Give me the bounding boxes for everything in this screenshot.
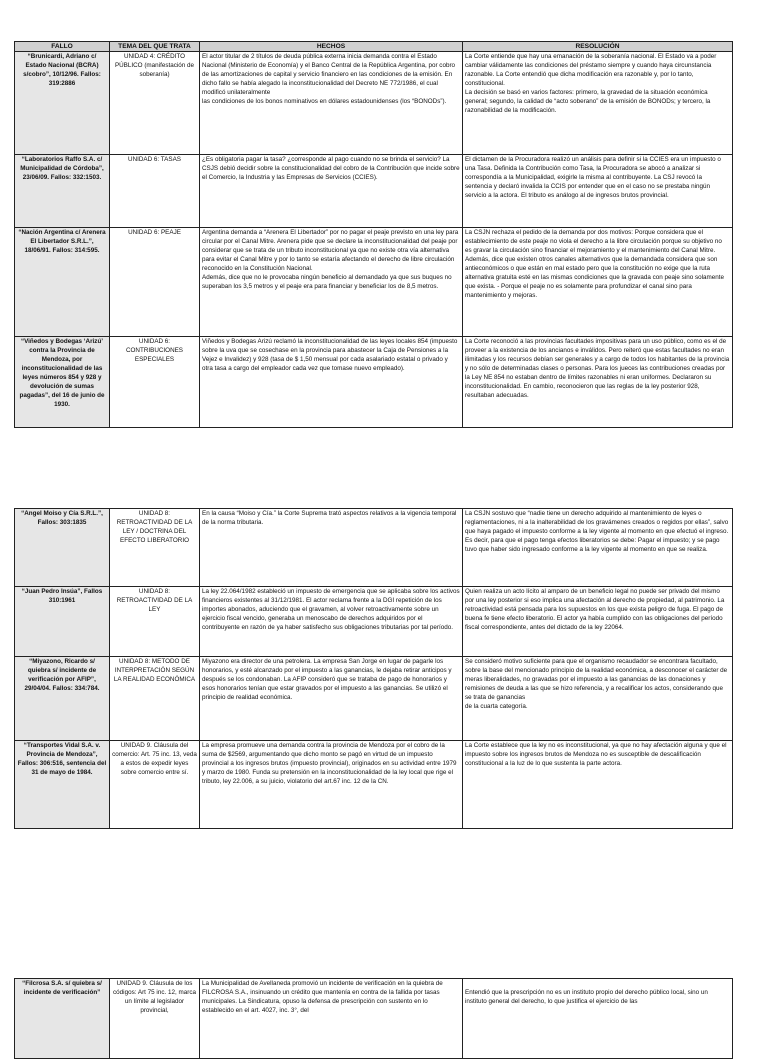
cell-tema: UNIDAD 9. Cláusula de los códigos: Art 75 inc. 12, marca un límite al legislador provincial, [110, 979, 200, 1059]
table-row [15, 337, 733, 428]
cell-resolucion: La CSJN sostuvo que “nadie tiene un derecho adquirido al mantenimiento de leyes o reglamentaciones, ni a la inalterabilidad de los gravámenes creados o regidos por ellas”, salvo que haya pagado el impuesto conforme a la ley vigente al momento en que efectuó el ingreso. Es decir, para que el pago tenga efectos liberatorios se debe: Pagar el impuesto; y se pago tuvo que haber sido ingresado conforme a la ley vigente al momento en que se realiza. [463, 509, 733, 587]
cell-fallo: “Filcrosa S.A. s/ quiebra s/ incidente de verificación” [15, 979, 110, 1059]
cell-fallo: “Miyazono, Ricardo s/ quiebra s/ incidente de verificación por AFIP”, 29/04/04. Fallos: 334:784. [15, 657, 110, 741]
cell-hechos: ¿Es obligatoria pagar la tasa? ¿corresponde al pago cuando no se brinda el servicio? La CSJS debió decidir sobre la constitucionalidad del cobro de la Contribución que incide sobre el Comercio, la Industria y las Empresas de Servicios (CCIES). [200, 155, 463, 228]
cell-fallo: “Nación Argentina c/ Arenera El Libertador S.R.L.”, 18/06/91. Fallos: 314:595. [15, 228, 110, 337]
cell-resolucion: Quien realiza un acto lícito al amparo de un beneficio legal no puede ser privado del mismo por una ley posterior si eso implica una afectación al derecho de propiedad, al patrimonio. La retroactividad está pensada para los supuestos en los que exista peligro de fuga. El pago de buena fe tiene efecto liberatorio. El actor ya había cumplido con las obligaciones del período fiscal correspondiente, antes del dictado de la ley 22064. [463, 587, 733, 657]
cell-fallo: “Laboratorios Raffo S.A. c/ Municipalidad de Córdoba”, 23/06/09. Fallos: 332:1503. [15, 155, 110, 228]
table-row [15, 52, 733, 155]
table-row [15, 155, 733, 228]
table-row [15, 979, 733, 1059]
cell-tema: UNIDAD 9. Cláusula del comercio: Art. 75 inc. 13, veda a estos de expedir leyes sobre comercio entre sí. [110, 741, 200, 829]
cell-hechos: Miyazono era director de una petrolera. La empresa San Jorge en lugar de pagarle los honorarios, y esté alcanzado por el impuesto a las ganancias, le dejaba retirar anticipos y después se los condonaban. La AFIP consideró que se trataba de pago de honorarios y esos honorarios tenían que estar gravados por el impuesto a las ganancias. Se utilizó el principio de realidad económica. [200, 657, 463, 741]
cell-tema: UNIDAD 8: RETROACTIVIDAD DE LA LEY [110, 587, 200, 657]
cell-tema: UNIDAD 6: CONTRIBUCIONES ESPECIALES [110, 337, 200, 428]
header-tema: TEMA DEL QUE TRATA [110, 42, 200, 52]
cell-resolucion: La CSJN rechaza el pedido de la demanda por dos motivos: Porque considera que el establecimiento de este peaje no viola el derecho a la libre circulación porque su objetivo no es gravar la circulación sino financiar el mejoramiento y el mantenimiento del Canal Mitre. Además, dice que existen otros canales alternativos que la demandada considera que son antieconómicos o que están en mal estado pero que la constitución no exige que la ruta alternativa gratuita esté en las mismas condiciones que la gravada con peaje sino solamente que exista. - Porque el peaje no es solamente para profundizar el canal sino para mantenimiento y mejoras. [463, 228, 733, 337]
cell-resolucion: La Corte reconoció a las provincias facultades impositivas para un uso público, como es el de proveer a la existencia de los ancianos e inválidos. Pero reiteró que estas facultades no eran ilimitadas y los recursos debían ser generales y a cargo de todos los habitantes de la provincia y no sólo de determinadas clases o personas. Para los jueces las contribuciones creadas por la Ley NE 854 no estaban dentro de límites razonables ni eran uniformes. Declararon su inconstitucionalidad. En cambio, reconocieron que las reglas de la ley posterior 928, resultaban adecuadas. [463, 337, 733, 428]
cell-tema: UNIDAD 4: CRÉDITO PÚBLICO (manifestación de soberanía) [110, 52, 200, 155]
table-row [15, 509, 733, 587]
cell-fallo: “Transportes Vidal S.A. v. Provincia de Mendoza”, Fallos: 306:516, sentencia del 31 de mayo de 1984. [15, 741, 110, 829]
table-fallos-2 [14, 508, 733, 829]
header-fallo: FALLO [15, 42, 110, 52]
cell-resolucion: La Corte entiende que hay una emanación de la soberanía nacional. El Estado va a poder cambiar válidamente las condiciones del préstamo siempre y cuando haya circunstancia razonable. La Corte entendió que dicha modificación era razonable y, por lo tanto, constitucional. La decisión se basó en varios factores: primero, la gravedad de la situación económica general; segundo, la calidad de “acto soberano” de la emisión de BONODs; y tercero, la razonabilidad de la modificación. [463, 52, 733, 155]
header-hechos: HECHOS [200, 42, 463, 52]
table-row [15, 741, 733, 829]
table-header-row [15, 42, 733, 52]
cell-hechos: Viñedos y Bodegas Arizú reclamó la inconstitucionalidad de las leyes locales 854 (impuesto sobre la uva que se cosechase en la provincia para abastecer la Caja de Pensiones a la Vejez e Invalidez) y 928 (tasa de $ 1,50 mensual por cada asalariado estatal o privado y otra tasa a cargo del empleador cada vez que tomase nuevo empleado). [200, 337, 463, 428]
cell-fallo: “Viñedos y Bodegas ‘Arizú’ contra la Provincia de Mendoza, por inconstitucionalidad de las leyes números 854 y 928 y devolución de sumas pagadas”, del 16 de junio de 1930. [15, 337, 110, 428]
cell-resolucion: El dictamen de la Procuradora realizó un análisis para definir si la CCIES era un impuesto o una Tasa. Definida la Contribución como Tasa, la Procuradora se abocó a analizar si correspondía a la Municipalidad, exigirle la misma al contribuyente. La CSJ revocó la sentencia y declaró invalida la CCIS por entender que en el caso no se prestaba ningún servicio a la actora. El tributo es análogo al de ingresos brutos provincial. [463, 155, 733, 228]
table-row [15, 228, 733, 337]
cell-tema: UNIDAD 6: TASAS [110, 155, 200, 228]
cell-tema: UNIDAD 8: RETROACTIVIDAD DE LA LEY / DOCTRINA DEL EFECTO LIBERATORIO [110, 509, 200, 587]
table-row [15, 657, 733, 741]
header-resolucion: RESOLUCIÓN [463, 42, 733, 52]
cell-fallo: “Angel Moiso y Cía S.R.L.”, Fallos: 303:1835 [15, 509, 110, 587]
table-fallos-1 [14, 41, 733, 428]
cell-hechos: Argentina demanda a “Arenera El Libertador” por no pagar el peaje previsto en una ley para circular por el Canal Mitre. Arenera pide que se declare la inconstitucionalidad del peaje por considerar que se trata de un tributo inconstitucional ya que no existe otra vía alternativa para evitar el Canal Mitre y por lo tanto se estaría afectando el derecho de libre circulación reconocido en la Constitución Nacional. Además, dice que no le provocaba ningún beneficio al demandado ya que sus buques no superaban los 3,5 metros y el peaje era para financiar y beneficiar los de 8,5 metros. [200, 228, 463, 337]
cell-hechos: La empresa promueve una demanda contra la provincia de Mendoza por el cobro de la suma de $2569, argumentando que dicho monto se pagó en virtud de un impuesto provincial a los ingresos brutos (impuesto provincial), originados en su actividad entre 1979 y marzo de 1980. Funda su pretensión en la inconstitucionalidad de la ley local que rige el tributo, ley 22.006, a su juicio, violatorio del art.67 inc. 12 de la CN. [200, 741, 463, 829]
table-fallos-3 [14, 978, 733, 1059]
cell-resolucion: Entendió que la prescripción no es un instituto propio del derecho público local, sino un instituto general del derecho, lo que justifica el ejercicio de las [463, 979, 733, 1059]
cell-tema: UNIDAD 6: PEAJE [110, 228, 200, 337]
cell-hechos: En la causa “Moiso y Cía.” la Corte Suprema trató aspectos relativos a la vigencia temporal de la norma tributaria. [200, 509, 463, 587]
cell-hechos: El actor titular de 2 títulos de deuda pública externa inicia demanda contra el Estado Nacional (Ministerio de Economía) y el Banco Central de la República Argentina, por cobro de las amortizaciones de capital y servicio financiero en las condiciones de la emisión. En dicho fallo se había alegado la inconstitucionalidad del Decreto NE 772/1986, el cual modificó unilateralmente las condiciones de los bonos nominativos en dólares estadounidenses (los “BONODs”). [200, 52, 463, 155]
cell-hechos: La Municipalidad de Avellaneda promovió un incidente de verificación en la quiebra de FILCROSA S.A., insinuando un crédito que mantenía en contra de la fallida por tasas municipales. La Sindicatura, opuso la defensa de prescripción con sustento en lo establecido en el art. 4027, inc. 3°, del [200, 979, 463, 1059]
table-row [15, 587, 733, 657]
cell-fallo: “Juan Pedro Insúa”, Fallos 310:1961 [15, 587, 110, 657]
cell-resolucion: Se consideró motivo suficiente para que el organismo recaudador se encontrara facultado, sobre la base del mencionado principio de la realidad económica, a desconocer el carácter de meras liberalidades, no gravadas por el impuesto a las ganancias de las donaciones y remisiones de deuda a las que se hizo referencia, y a recalificar los actos, considerando que se trata de ganancias de la cuarta categoría. [463, 657, 733, 741]
cell-tema: UNIDAD 8: METODO DE INTERPRETACIÓN SEGÚN LA REALIDAD ECONÓMICA [110, 657, 200, 741]
cell-hechos: La ley 22.064/1982 estableció un impuesto de emergencia que se aplicaba sobre los activos financieros existentes al 31/12/1981. El actor reclama frente a la DGI repetición de los importes abonados, aduciendo que el gravamen, al volver retroactivamente sobre un ejercicio fiscal vencido, generaba un menoscabo de derechos adquiridos por el contribuyente en razón de ya haber satisfecho sus obligaciones tributarias por tal período. [200, 587, 463, 657]
cell-fallo: “Brunicardi, Adriano c/ Estado Nacional (BCRA) s/cobro”, 10/12/96. Fallos: 319:2886 [15, 52, 110, 155]
cell-resolucion: La Corte establece que la ley no es inconstitucional, ya que no hay afectación alguna y que el impuesto sobre los ingresos brutos de Mendoza no es susceptible de descalificación constitucional a la luz de lo que sustenta la parte actora. [463, 741, 733, 829]
